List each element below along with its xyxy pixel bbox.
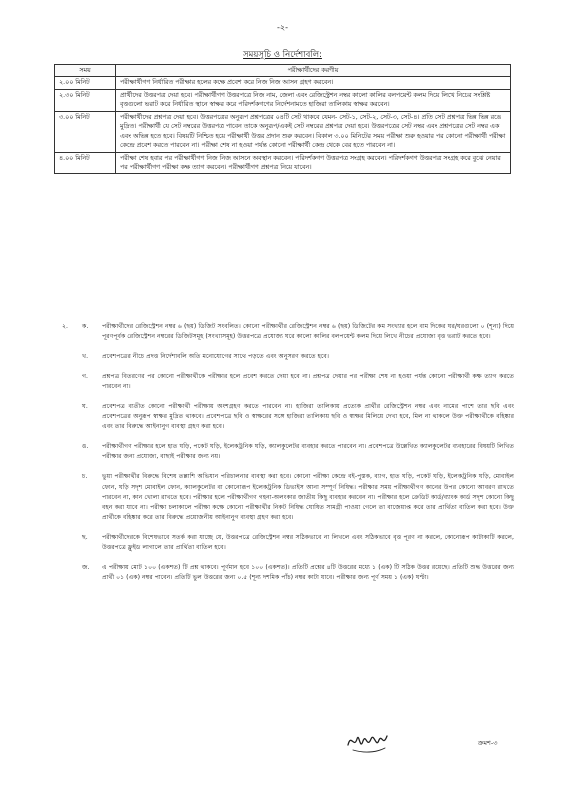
section-heading: সময়সূচি ও নির্দেশাবলি: bbox=[243, 50, 322, 60]
item-marker: গ. bbox=[82, 373, 89, 381]
item-marker: চ. bbox=[82, 473, 88, 481]
list-item bbox=[52, 372, 514, 392]
item-text: এ পরীক্ষায় মোট ১০০ (একশত) টি প্রশ্ন থাকবে। পূর্ণমান হবে ১০০ (একশত)। প্রতিটি প্রশ্নের ৪টি উত্তরের মধ্যে ১ (এক) টি সঠিক উত্তর রয়েছে। প্রতিটি শুদ্ধ উত্তরের জন্য প্রার্থী ০১ (এক) নম্বর পাবেন। প্রতিটি ভুল উত্তরের জন্য ০.৫ (শূন্য দশমিক পাঁচ) নম্বর কাটা যাবে। পরীক্ষার জন্য পূর্ণ সময় ১ (এক) ঘণ্টা। bbox=[102, 563, 514, 581]
instruction-list bbox=[52, 322, 514, 593]
list-item bbox=[52, 402, 514, 432]
table-cell-time: ২.৩০ মিনিট bbox=[55, 89, 116, 111]
item-text: প্রবেশপত্র ব্যতীত কোনো পরীক্ষার্থী পরীক্ষায় অংশগ্রহণ করতে পারবেন না। হাজিরা তালিকায় প্রত্যেক প্রার্থীর রেজিস্ট্রেশন নম্বর এবং নামের পাশে তার ছবি এবং প্রবেশপত্রের অনুরূপ স্বাক্ষর মুদ্রিত থাকবে। প্রবেশপত্রে ছবি ও স্বাক্ষরের সঙ্গে হাজিরা তালিকায় ছবি ও স্বাক্ষর মিলিয়ে দেখা হবে, মিল না থাকলে উক্ত পরীক্ষার্থীকে বহিষ্কার এবং তার বিরুদ্ধে আইনানুগ ব্যবস্থা গ্রহণ করা হবে। bbox=[102, 403, 514, 431]
continuation-note: ক্রমশ-৩ bbox=[478, 739, 498, 747]
table-cell-text: পরীক্ষা শেষ হবার পর পরীক্ষার্থীগণ নিজ নিজ আসনে অবস্থান করবেন। পরিদর্শকগণ উত্তরপত্র সংগ্রহ করবেন। পরিদর্শকগণ উত্তরপত্র সংগ্রহ করে বুঝে নেয়ার পর পরীক্ষার্থীগণ পরীক্ষা কক্ষ ত্যাগ করবেন। পরীক্ষার্থীগণ প্রশ্নপত্র নিয়ে যাবেন। bbox=[116, 152, 511, 174]
list-item bbox=[52, 322, 514, 342]
item-text: পরীক্ষার্থীদেরকে বিশেষভাবে সতর্ক করা যাচ্ছে যে, উত্তরপত্রে রেজিস্ট্রেশন নম্বর সঠিকভাবে না লিখলে এবং সঠিকভাবে বৃত্ত পূরণ না করলে, কোনোরূপ কাটাকাটি করলে, উত্তরপত্রে ফ্লুইড লাগালে তার প্রার্থিতা বাতিল হবে। bbox=[102, 533, 514, 551]
item-marker: ঘ. bbox=[82, 403, 88, 411]
item-text: পরীক্ষার্থীদের রেজিস্ট্রেশন নম্বর ৬ (ছয়) ডিজিট সংবলিত। কোনো পরীক্ষার্থীর রেজিস্ট্রেশন নম্বর ৬ (ছয়) ডিজিটের কম সংখ্যার হলে বাম দিকের ঘর/ঘরগুলো ০ (শূন্য) দিয়ে পূরণপূর্বক রেজিস্ট্রেশন নম্বরের ডিজিটসমূহ (সংখ্যাসমূহ) উত্তরপত্রে প্রযোজ্য ঘরে কালো কালির বলপয়েন্ট কলম দিয়ে লিখে নীচের প্রযোজ্য বৃত্ত ভরাট করতে হবে। bbox=[102, 323, 514, 341]
table-header-duties: পরীক্ষার্থীদের করণীয় bbox=[116, 65, 511, 77]
list-item bbox=[52, 442, 514, 462]
item-text: প্রশ্নপত্র বিতরণের পর কোনো পরীক্ষার্থীকে পরীক্ষার হলে প্রবেশ করতে দেয়া হবে না। প্রশ্নপত্র দেয়ার পর পরীক্ষা শেষ না হওয়া পর্যন্ত কোনো পরীক্ষার্থী কক্ষ ত্যাগ করতে পারবেন না। bbox=[102, 373, 514, 391]
table-cell-text: প্রার্থীদের উত্তরপত্র দেয়া হবে। পরীক্ষার্থীগণ উত্তরপত্রে নিজ নাম, জেলা এবং রেজিস্ট্রেশন নম্বর কালো কালির বলপয়েন্ট কলম দিয়ে লিখে নিচের সংশ্লিষ্ট বৃত্তগুলো ভরাট করে নির্ধারিত স্থানে স্বাক্ষর করে পরিদর্শকগণের নির্দেশনামতে হাজিরা তালিকায় স্বাক্ষর করবেন। bbox=[116, 89, 511, 111]
item-marker: ক. bbox=[82, 323, 89, 330]
table-row bbox=[55, 77, 511, 89]
table-cell-time: ৩.০০ মিনিট bbox=[55, 111, 116, 152]
item-marker: খ. bbox=[82, 353, 89, 361]
table-row bbox=[55, 89, 511, 111]
table-row bbox=[55, 111, 511, 152]
table-cell-text: পরীক্ষার্থীদের প্রশ্নপত্র দেয়া হবে। উত্তরপত্রের অনুরূপ প্রশ্নপত্রের ০৪টি সেট থাকবে যেমন- সেট-১, সেট-২, সেট-৩, সেট-৪। প্রতি সেট প্রশ্নপত্র ভিন্ন ভিন্ন রঙে মুদ্রিত। পরীক্ষার্থী যে সেট নম্বরের উত্তরপত্র পাবেন তাকে অনুরূপ/একই সেট নম্বরের প্রশ্নপত্র দেয়া হবে। উত্তরপত্রের সেট নম্বর এবং প্রশ্নপত্রের সেট নম্বর এক এবং অভিন্ন হতে হবে। বিষয়টি নিশ্চিত হয়ে পরীক্ষার্থী উত্তর প্রদান শুরু করবেন। বিকাল ৩.০০ মিনিটের সময় পরীক্ষা শুরু হওয়ার পর কোনো পরীক্ষার্থী পরীক্ষা কেন্দ্রে প্রবেশ করতে পারবেন না। পরীক্ষা শেষ না হওয়া পর্যন্ত কোনো পরীক্ষার্থী কেন্দ্র থেকে বের হতে পারবেন না। bbox=[116, 111, 511, 152]
item-marker: জ. bbox=[82, 563, 90, 571]
table-cell-time: ৪.০০ মিনিট bbox=[55, 152, 116, 174]
item-text: প্রবেশপত্রের নীচে প্রদত্ত নির্দেশাবলি অতি মনোযোগের সাথে পড়তে এবং অনুসরণ করতে হবে। bbox=[102, 353, 329, 361]
list-item bbox=[52, 472, 514, 522]
list-item bbox=[52, 352, 514, 362]
list-item bbox=[52, 533, 514, 553]
item-marker: ঙ. bbox=[82, 443, 89, 451]
table-header-time: সময় bbox=[55, 65, 116, 77]
signature-image bbox=[345, 727, 391, 755]
item-text: পরীক্ষার্থীগণ পরীক্ষার হলে হাত ঘড়ি, পকেট ঘড়ি, ইলেকট্রনিক ঘড়ি, ক্যালকুলেটর ব্যবহার করতে পারবেন না। প্রবেশপত্রে উল্লেখিত ক্যালকুলেটর ব্যবহারের বিষয়টি লিখিত পরীক্ষার জন্য প্রযোজ্য, বাছাই পরীক্ষার জন্য নয়। bbox=[102, 443, 514, 461]
schedule-table bbox=[54, 64, 511, 174]
table-row bbox=[55, 152, 511, 174]
list-item bbox=[52, 563, 514, 583]
item-marker: ছ. bbox=[82, 533, 88, 541]
item-text: ভুয়া পরীক্ষার্থীর বিরুদ্ধে বিশেষ তল্লাশি অভিযান পরিচালনার ব্যবস্থা করা হবে। কোনো পরীক্ষা কেন্দ্রে বই-পুস্তক, ব্যাগ, হাত ঘড়ি, পকেট ঘড়ি, ইলেকট্রনিক ঘড়ি, মোবাইল ফোন, ঘড়ি সদৃশ মোবাইল ফোন, ক্যালকুলেটর বা কোনোরূপ ইলেকট্রনিক ডিভাইস আনা সম্পূর্ণ নিষিদ্ধ। পরীক্ষার সময় পরীক্ষার্থীগণ কানের উপর কোনো আবরণ রাখতে পারবেন না, কান খোলা রাখতে হবে। পরীক্ষার হলে পরীক্ষার্থীগণ গহনা-অলংকার জাতীয় কিছু ব্যবহার করবেন না। পরীক্ষার হলে ক্রেডিট কার্ড/ব্যাংক কার্ড সদৃশ কোনো কিছু বহন করা যাবে না। পরীক্ষা চলাকালে পরীক্ষা কক্ষে কোনো পরীক্ষার্থীর নিকট নিষিদ্ধ ঘোষিত সামগ্রী পাওয়া গেলে তা বাজেয়াপ্ত করে তার প্রার্থিতা বাতিল করা হবে। উক্ত প্রার্থীকে বহিষ্কার করে তার বিরুদ্ধে প্রয়োজনীয় আইনানুগ ব্যবস্থা গ্রহণ করা হবে। bbox=[102, 473, 514, 521]
page-number: -২- bbox=[277, 23, 288, 32]
item-number: ২. bbox=[62, 323, 68, 330]
table-cell-text: পরীক্ষার্থীগণ নির্ধারিত পরীক্ষার হলের কক্ষে প্রবেশ করে নিজ নিজ আসন গ্রহণ করবেন। bbox=[116, 77, 511, 89]
table-header-row bbox=[55, 65, 511, 77]
table-cell-time: ২.০০ মিনিট bbox=[55, 77, 116, 89]
